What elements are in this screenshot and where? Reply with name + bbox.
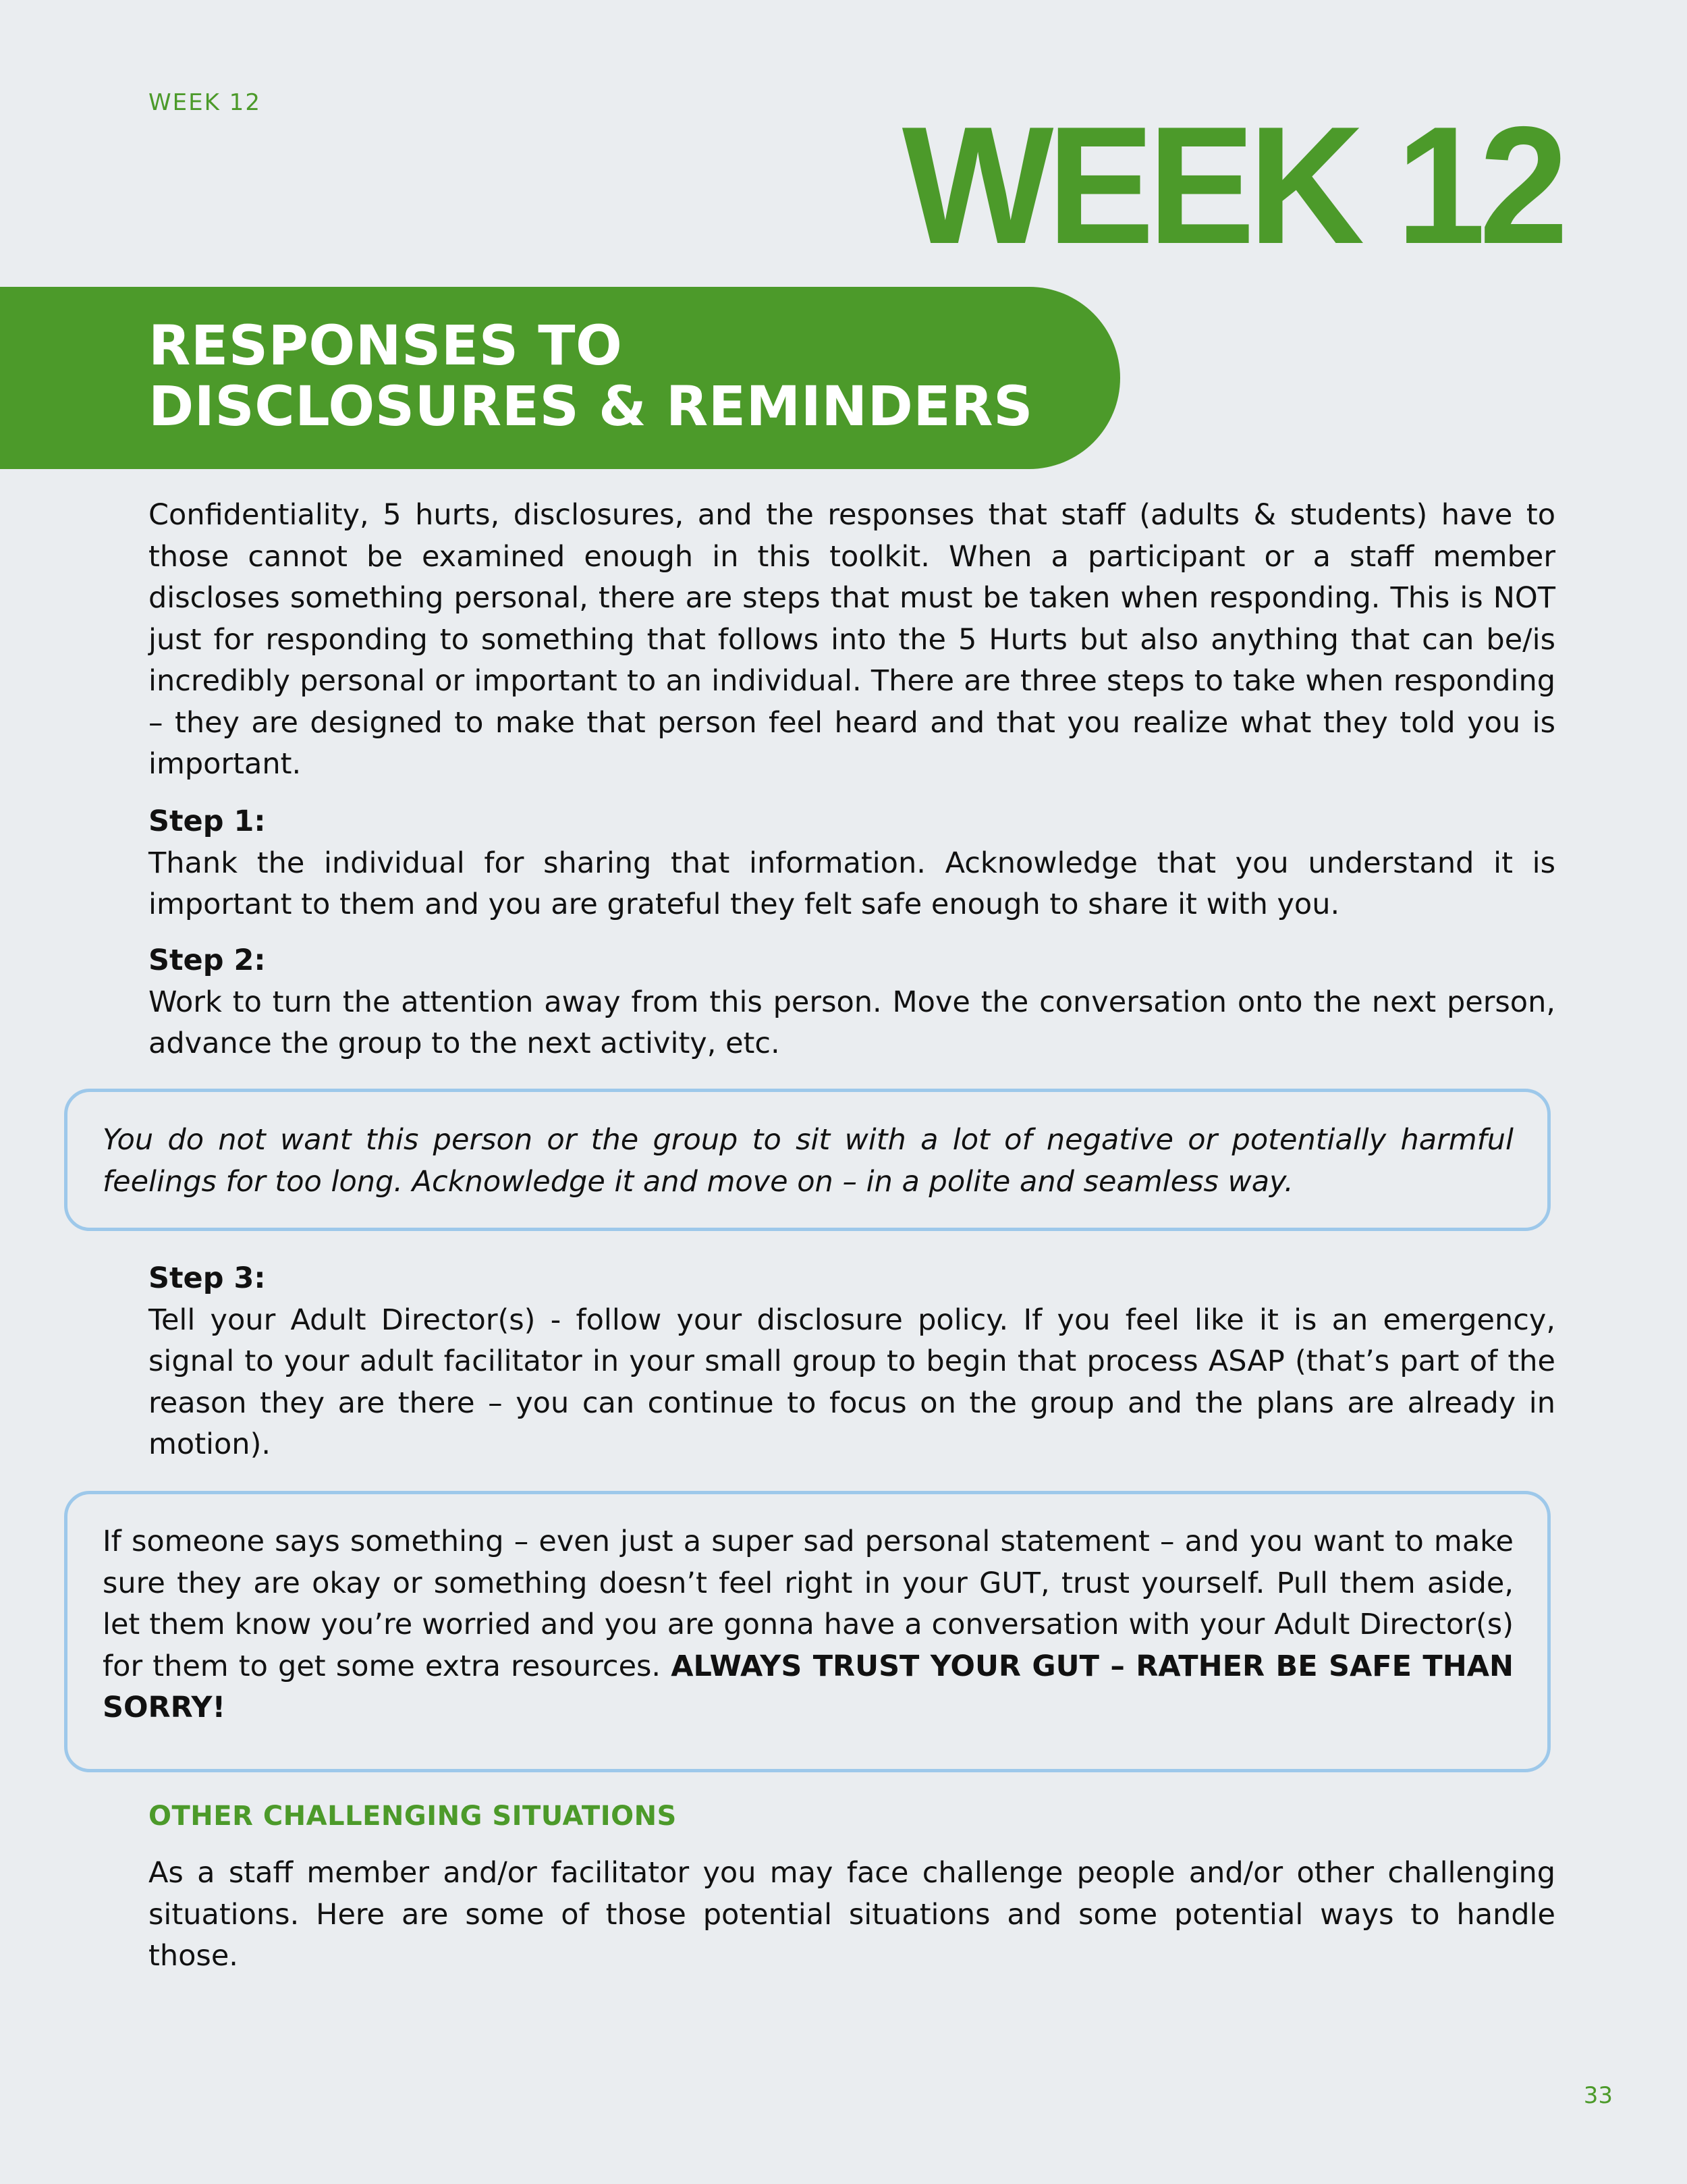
step-3-label: Step 3: bbox=[148, 1261, 266, 1295]
callout-1-text: You do not want this person or the group to sit with a lot of negative or potentially harmful feelings for too long. Acknowledge it and move on – in a polite and seamless way. bbox=[103, 1123, 1514, 1199]
step-2-label: Step 2: bbox=[148, 944, 266, 977]
callout-box-1 bbox=[64, 1089, 1551, 1231]
callout-2-text: If someone says something – even just a super sad personal statement – and you want to make sure they are okay or something doesn’t feel right in your GUT, trust yourself. Pull them aside, let them know you’re worried and you are gonna have a conversation with your Adult Director(s) for them to get some extra resources. bbox=[103, 1525, 1514, 1683]
step-2-text: Work to turn the attention away from this person. Move the conversation onto the next person, advance the group to the next activity, etc. bbox=[148, 985, 1555, 1060]
section-heading: OTHER CHALLENGING SITUATIONS bbox=[148, 1801, 677, 1832]
week-title: WEEK 12 bbox=[902, 91, 1562, 279]
other-paragraph: As a staff member and/or facilitator you may face challenge people and/or other challenging situations. Here are some of those potential situations and some potential ways to handle those. bbox=[148, 1856, 1555, 1973]
intro-paragraph: Confidentiality, 5 hurts, disclosures, and the responses that staff (adults & students) have to those cannot be examined enough in this toolkit. When a participant or a staff member discloses something personal, there are steps that must be taken when responding. This is NOT just for responding to something that follows into the 5 Hurts but also anything that can be/is incredibly personal or important to an individual. There are three steps to take when responding – they are designed to make that person feel heard and that you realize what they told you is important. bbox=[148, 498, 1555, 781]
banner-title-line-2: DISCLOSURES & REMINDERS bbox=[148, 375, 1033, 439]
banner-title-line-1: RESPONSES TO bbox=[148, 315, 623, 378]
callout-2-emphasis: ALWAYS TRUST YOUR GUT – RATHER BE SAFE THAN SORRY! bbox=[103, 1649, 1514, 1724]
callout-box-2 bbox=[64, 1491, 1551, 1772]
step-3-text: Tell your Adult Director(s) - follow your disclosure policy. If you feel like it is an emergency, signal to your adult facilitator in your small group to begin that process ASAP (that’s part of the reason they are there – you can continue to focus on the group and the plans are already in motion). bbox=[148, 1303, 1555, 1461]
banner-title bbox=[148, 316, 1033, 437]
step-1-text: Thank the individual for sharing that information. Acknowledge that you understand it is important to them and you are grateful they felt safe enough to share it with you. bbox=[148, 846, 1555, 921]
running-header: WEEK 12 bbox=[148, 89, 261, 116]
step-2 bbox=[148, 940, 1555, 1065]
step-1 bbox=[148, 801, 1555, 926]
page-number: 33 bbox=[1583, 2082, 1613, 2109]
step-3 bbox=[148, 1258, 1555, 1466]
step-1-label: Step 1: bbox=[148, 804, 266, 838]
